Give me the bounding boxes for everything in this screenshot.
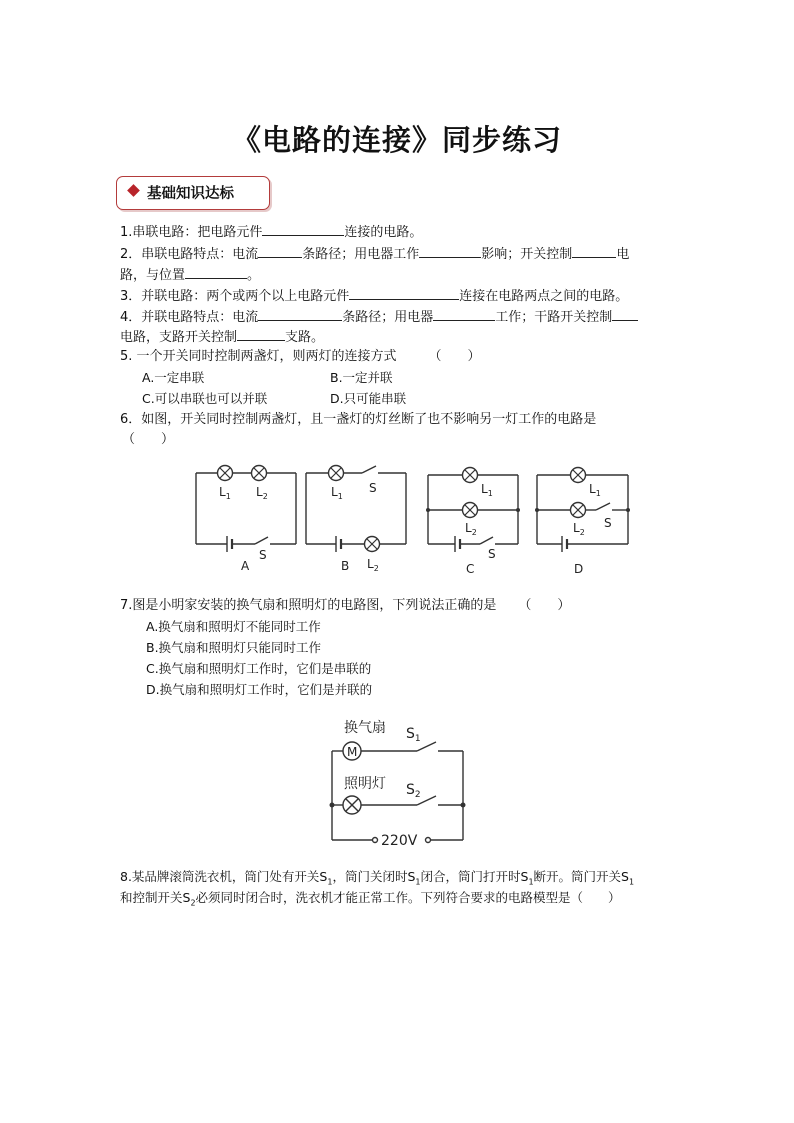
diamond-icon [127,184,140,197]
q6-circuit-figure [0,455,794,580]
lamp-icon [365,537,380,552]
svg-text:S: S [604,516,612,530]
q8-text-e: 和控制开关S [120,890,191,905]
q2-text-a: 2．串联电路特点：电流 [120,247,259,262]
svg-text:C: C [466,562,475,576]
q2-text-c: 影响；开关控制 [481,247,573,262]
subscript: 1 [628,877,635,887]
q1-text-a: 1.串联电路：把电路元件 [120,225,263,240]
question-7-choice-c[interactable]: C.换气扇和照明灯工作时，它们是串联的 [146,661,372,676]
svg-text:B: B [341,559,350,573]
question-5-choice-d[interactable]: D.只可能串联 [330,391,407,406]
answer-blank[interactable] [572,244,616,258]
answer-paren: （ ） [518,598,571,613]
answer-blank[interactable] [433,307,495,321]
lamp-icon [463,503,478,518]
circuit-b [306,466,406,552]
section-header [116,176,270,210]
answer-blank[interactable] [258,307,342,321]
question-7-choice-a[interactable]: A.换气扇和照明灯不能同时工作 [146,619,321,634]
svg-text:L1: $L_1$ [589,482,601,498]
q4-text-b: 条路径；用电器 [342,310,434,325]
svg-text:220V: 220V [381,833,418,849]
question-1 [120,222,422,242]
question-5-choice-a[interactable]: A.一定串联 [142,370,205,385]
q2-text-b: 条路径；用电器工作 [302,247,420,262]
subscript: 1 [415,877,421,887]
q7-stem: 7.图是小明家安装的换气扇和照明灯的电路图，下列说法正确的是 [120,598,497,613]
answer-paren: （ ） [122,432,175,447]
section-label: 基础知识达标 [147,185,234,202]
q8-text-b: ，筒门关闭时S [332,869,416,884]
svg-text:A: A [241,559,250,573]
svg-text:L2: $L_2$ [465,521,477,537]
q8-text-f: 必须同时闭合时，洗衣机才能正常工作。下列符合要求的电路模型是（ ） [195,890,621,905]
question-6-stem: 6．如图，开关同时控制两盏灯，且一盏灯的灯丝断了也不影响另一灯工作的电路是 [120,412,597,427]
page-title: 《电路的连接》同步练习 [231,123,562,157]
question-5-choice-b[interactable]: B.一定并联 [330,370,393,385]
answer-blank[interactable] [258,244,302,258]
lamp-icon [252,466,267,481]
subscript: 2 [190,898,196,908]
question-8-line-2 [120,889,621,913]
answer-blank[interactable] [349,286,459,300]
question-7-choice-d[interactable]: D.换气扇和照明灯工作时，它们是并联的 [146,682,373,697]
question-4-line-2 [120,327,324,347]
svg-text:L2: $L_2$ [256,485,268,501]
svg-text:D: D [574,562,584,576]
lamp-icon [329,466,344,481]
lamp-icon [571,503,586,518]
answer-blank[interactable] [419,244,481,258]
question-7-choice-b[interactable]: B.换气扇和照明灯只能同时工作 [146,640,322,655]
question-4-line-1 [120,307,638,327]
question-7-stem [120,597,570,615]
answer-blank[interactable] [237,327,285,341]
answer-blank[interactable] [612,307,638,321]
q4-text-d: 电路，支路开关控制 [120,330,238,345]
q8-text-d: 断开。筒门开关S [533,869,629,884]
answer-paren: （ ） [428,349,481,364]
svg-text:S: S [259,548,267,562]
q7-circuit-figure [320,715,480,850]
subscript: 1 [327,877,333,887]
svg-text:L1: $L_1$ [481,482,493,498]
svg-text:L1: $L_1$ [331,485,343,501]
svg-text:S1: $S_1$ [406,726,421,744]
q4-text-c: 工作；干路开关控制 [495,310,613,325]
q3-text-b: 连接在电路两点之间的电路。 [459,289,629,304]
answer-blank[interactable] [262,222,344,236]
question-2-line-1 [120,244,629,264]
svg-text:M: M [347,745,358,759]
svg-text:L2: $L_2$ [367,557,379,573]
q8-text-a: 8.某品牌滚筒洗衣机，筒门处有开关S [120,869,328,884]
svg-text:S: S [488,547,496,561]
svg-text:换气扇: 换气扇 [344,720,386,736]
question-5-stem [120,348,481,366]
svg-text:L2: $L_2$ [573,521,585,537]
svg-text:照明灯: 照明灯 [344,776,386,792]
question-2-line-2 [120,265,260,285]
q3-text-a: 3．并联电路：两个或两个以上电路元件 [120,289,350,304]
q2-text-f: 。 [247,268,261,283]
question-5-choice-c[interactable]: C.可以串联也可以并联 [142,391,268,406]
q8-text-c: 闭合，筒门打开时S [420,869,529,884]
svg-text:L1: $L_1$ [219,485,231,501]
q4-text-e: 支路。 [285,330,325,345]
question-3 [120,286,628,306]
circuit-a [196,473,296,552]
lamp-icon [571,468,586,483]
answer-blank[interactable] [185,265,247,279]
lamp-icon [218,466,233,481]
subscript: 1 [528,877,534,887]
q2-text-d: 电 [616,247,630,262]
svg-text:S: S [369,481,377,495]
question-8-line-1 [120,868,634,892]
q5-stem: 5. 一个开关同时控制两盏灯，则两灯的连接方式 [120,349,397,364]
q2-text-e: 路，与位置 [120,268,186,283]
q4-text-a: 4．并联电路特点：电流 [120,310,259,325]
svg-text:S2: $S_2$ [406,782,421,800]
lamp-icon [463,468,478,483]
q1-text-b: 连接的电路。 [344,225,423,240]
